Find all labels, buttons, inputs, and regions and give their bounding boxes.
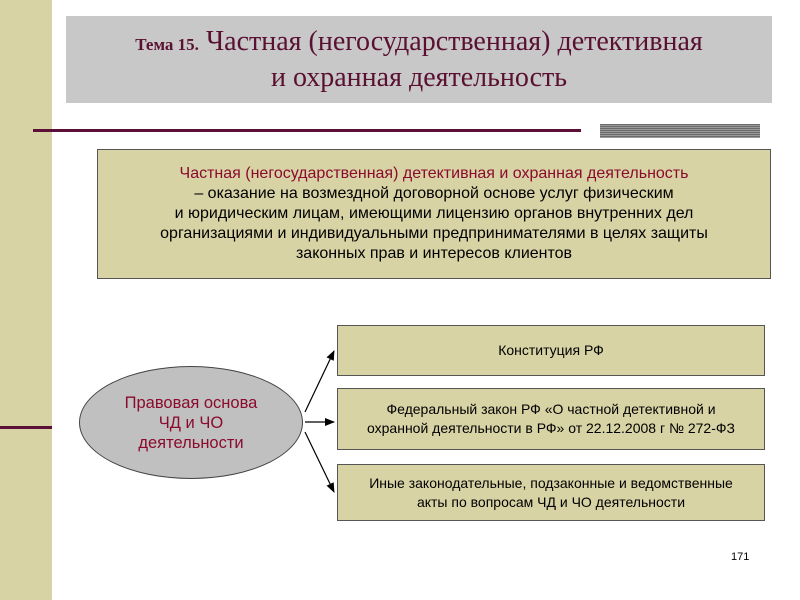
title-prefix: Тема 15. <box>135 35 199 54</box>
branch-constitution <box>337 325 765 376</box>
legal-basis-line-2: ЧД и ЧО <box>158 413 224 432</box>
arrow-to-constitution <box>305 351 334 412</box>
definition-term: Частная (негосударственная) детективная и охранная деятельность <box>179 165 689 182</box>
definition-line-3: организациями и индивидуальными предпринимателями в целях защиты <box>160 225 708 242</box>
legal-basis-line-1: Правовая основа <box>124 393 258 412</box>
branch-constitution-text: Конституция РФ <box>498 342 604 358</box>
branch-federal-law-line-1: Федеральный закон РФ «О частной детективной и <box>386 401 716 417</box>
definition-line-1: – оказание на возмездной договорной основе услуг физическим <box>194 185 674 202</box>
branch-federal-law <box>337 388 765 450</box>
branch-other-acts-line-2: акты по вопросам ЧД и ЧО деятельности <box>416 493 686 510</box>
definition-line-4: законных прав и интересов клиентов <box>295 245 573 262</box>
title-main: Частная (негосударственная) детективная <box>205 26 703 57</box>
page-number: 171 <box>731 551 750 563</box>
branch-other-acts-line-1: Иные законодательные, подзаконные и ведомственные <box>369 474 733 491</box>
definition-line-2: и юридическим лицам, имеющими лицензию органов внутренних дел <box>174 205 694 222</box>
legal-basis-line-3: деятельности <box>138 433 244 452</box>
branch-federal-law-line-2: охранной деятельности в РФ» от 22.12.2008 г № 272-ФЗ <box>367 420 735 436</box>
legal-basis-ellipse <box>79 366 303 479</box>
arrow-to-other-acts <box>305 432 334 492</box>
branch-other-acts <box>337 464 765 521</box>
title-line-2: и охранная деятельность <box>270 62 568 93</box>
